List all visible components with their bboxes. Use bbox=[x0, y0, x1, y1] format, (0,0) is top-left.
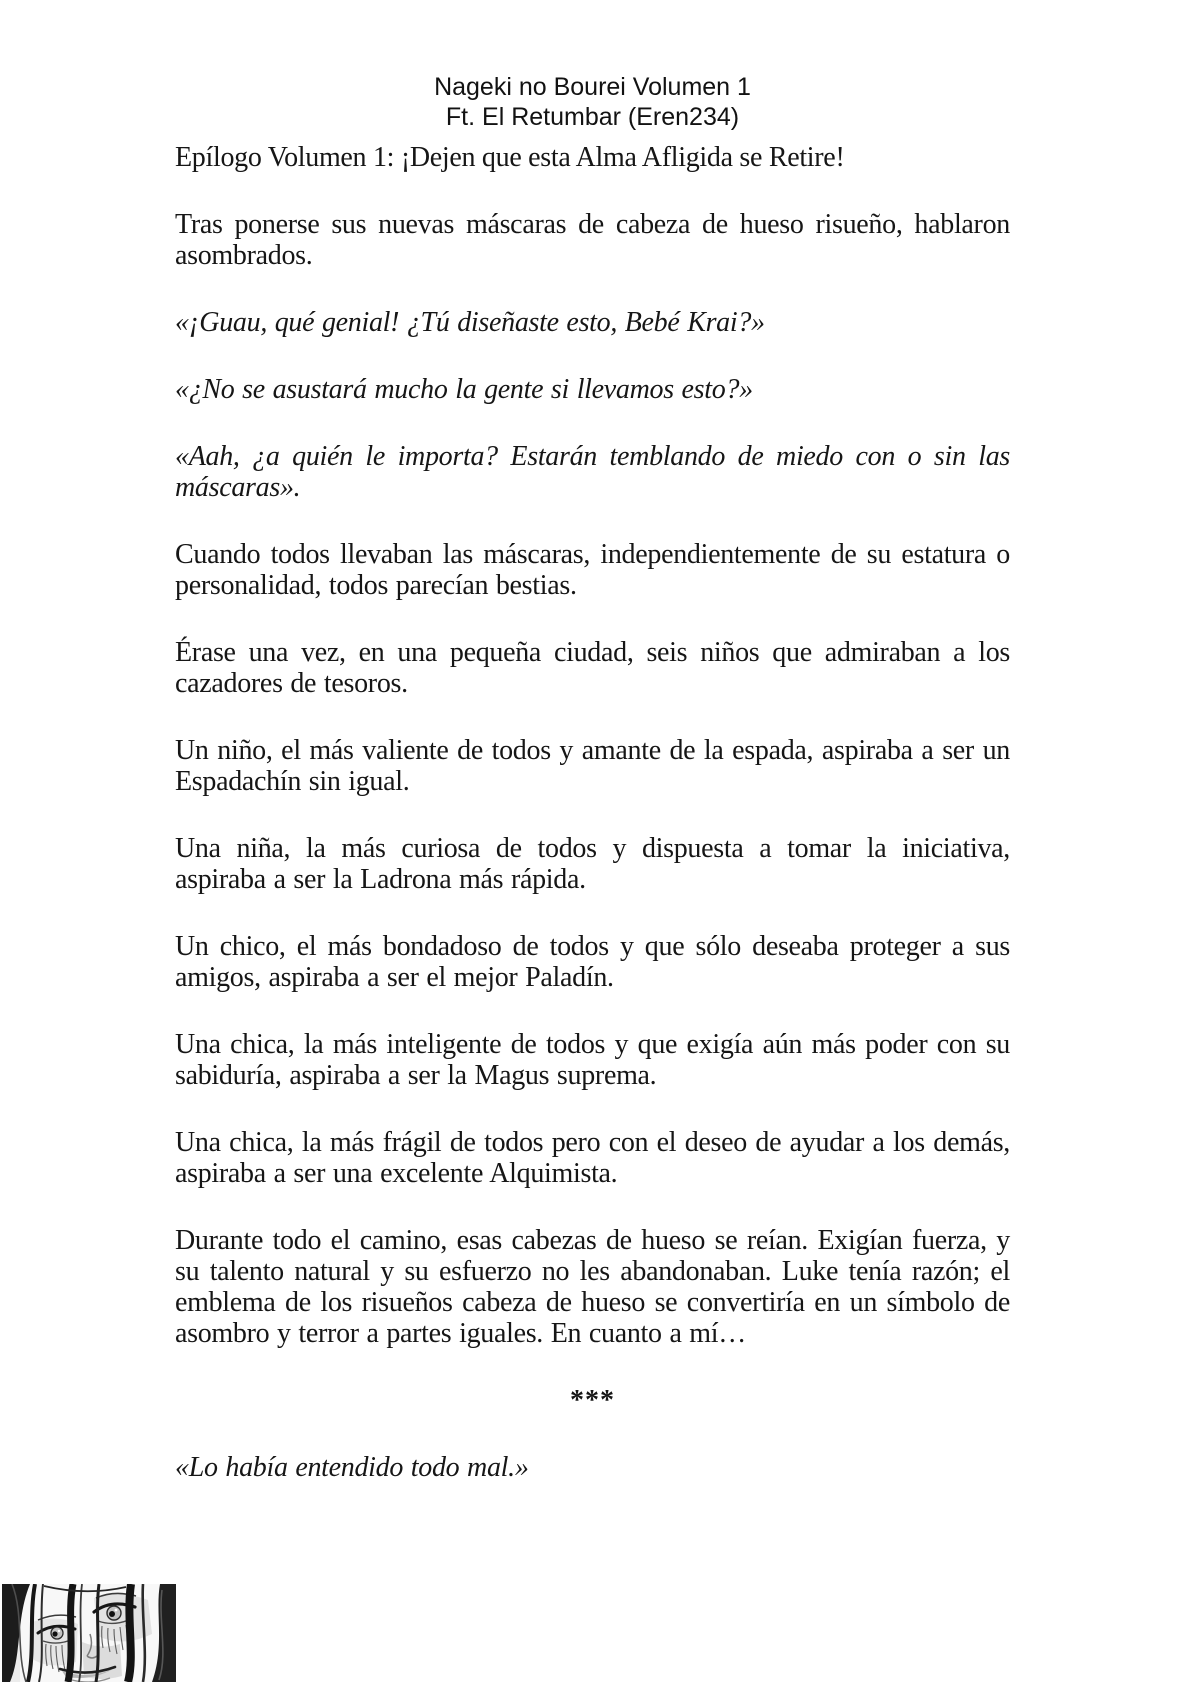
paragraph-dialogue: «¿No se asustará mucho la gente si llevamos esto?» bbox=[175, 374, 753, 405]
scene-break-separator: *** bbox=[570, 1385, 615, 1416]
paragraph-narration: Una niña, la más curiosa de todos y dispuesta a tomar la iniciativa, aspiraba a ser la Ladrona más rápida. bbox=[175, 833, 1010, 895]
manga-face-illustration bbox=[2, 1584, 176, 1682]
paragraph-narration: Un niño, el más valiente de todos y amante de la espada, aspiraba a ser un Espadachín sin igual. bbox=[175, 735, 1010, 797]
chapter-heading: Epílogo Volumen 1: ¡Dejen que esta Alma Afligida se Retire! bbox=[175, 142, 845, 173]
paragraph-narration: Una chica, la más inteligente de todos y que exigía aún más poder con su sabiduría, aspiraba a ser la Magus suprema. bbox=[175, 1029, 1010, 1091]
paragraph-dialogue: «¡Guau, qué genial! ¿Tú diseñaste esto, Bebé Krai?» bbox=[175, 307, 765, 338]
paragraph-dialogue: «Aah, ¿a quién le importa? Estarán temblando de miedo con o sin las máscaras». bbox=[175, 441, 1010, 503]
paragraph-narration: Un chico, el más bondadoso de todos y que sólo deseaba proteger a sus amigos, aspiraba a ser el mejor Paladín. bbox=[175, 931, 1010, 993]
paragraph-dialogue: «Lo había entendido todo mal.» bbox=[175, 1452, 529, 1483]
paragraph-narration: Una chica, la más frágil de todos pero con el deseo de ayudar a los demás, aspiraba a ser una excelente Alquimista. bbox=[175, 1127, 1010, 1189]
document-header bbox=[175, 72, 1010, 132]
paragraph-narration: Tras ponerse sus nuevas máscaras de cabeza de hueso risueño, hablaron asombrados. bbox=[175, 209, 1010, 271]
doc-title-line2: Ft. El Retumbar (Eren234) bbox=[445, 103, 740, 131]
paragraph-narration: Érase una vez, en una pequeña ciudad, seis niños que admiraban a los cazadores de tesoros. bbox=[175, 637, 1010, 699]
doc-title-line1: Nageki no Bourei Volumen 1 bbox=[434, 73, 751, 101]
paragraph-narration: Durante todo el camino, esas cabezas de hueso se reían. Exigían fuerza, y su talento natural y su esfuerzo no les abandonaban. Luke tenía razón; el emblema de los risueños cabeza de hueso se convertiría en un símbolo de asombro y terror a partes iguales. En cuanto a mí… bbox=[175, 1225, 1010, 1349]
paragraph-narration: Cuando todos llevaban las máscaras, independientemente de su estatura o personalidad, todos parecían bestias. bbox=[175, 539, 1010, 601]
